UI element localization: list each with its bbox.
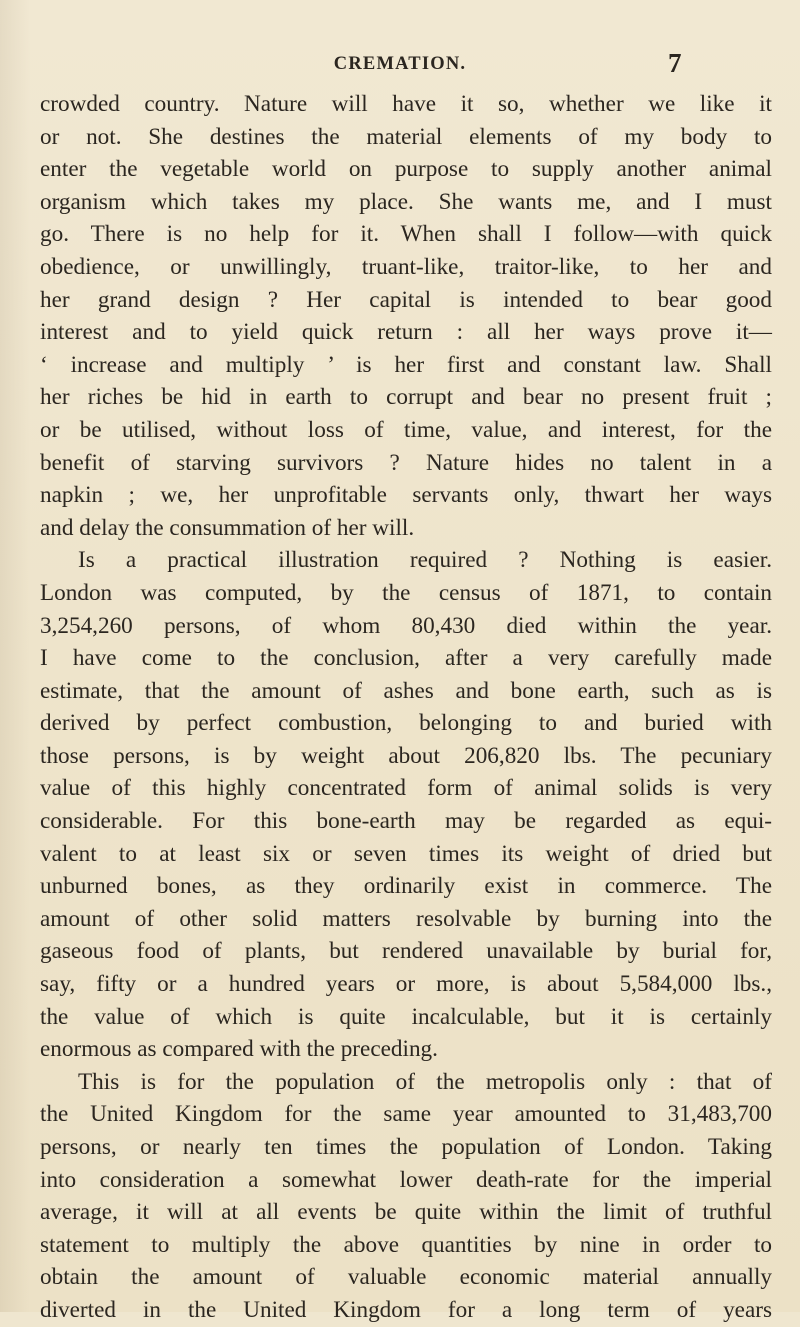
text-line: 3,254,260 persons, of whom 80,430 died within the year. bbox=[40, 612, 772, 639]
text-line: organism which takes my place. She wants me, and I must bbox=[40, 188, 772, 215]
running-head: CREMATION. bbox=[333, 54, 467, 74]
page-header bbox=[0, 48, 800, 80]
text-line: diverted in the United Kingdom for a long term of years bbox=[40, 1296, 772, 1323]
text-line: her riches be hid in earth to corrupt and bear no present fruit ; bbox=[40, 384, 772, 411]
text-line: derived by perfect combustion, belonging to and buried with bbox=[40, 710, 772, 737]
text-line: and delay the consummation of her will. bbox=[40, 514, 415, 541]
text-line: crowded country. Nature will have it so, whether we like it bbox=[40, 91, 772, 117]
text-line: Is a practical illustration required ? Nothing is easier. bbox=[78, 547, 772, 574]
text-line: average, it will at all events be quite within the limit of truthful bbox=[40, 1199, 772, 1226]
text-line: go. There is no help for it. When shall I follow—with quick bbox=[40, 221, 772, 248]
text-line: amount of other solid matters resolvable by burning into the bbox=[40, 905, 772, 932]
text-line: gaseous food of plants, but rendered unavailable by burial for, bbox=[40, 938, 772, 965]
text-line: into consideration a somewhat lower death-rate for the imperial bbox=[40, 1166, 772, 1193]
text-line: London was computed, by the census of 1871, to contain bbox=[40, 579, 772, 606]
text-line: or be utilised, without loss of time, value, and interest, for the bbox=[40, 416, 772, 443]
text-line: interest and to yield quick return : all her ways prove it— bbox=[40, 319, 772, 346]
text-line: persons, or nearly ten times the population of London. Taking bbox=[40, 1134, 772, 1160]
text-line: obedience, or unwillingly, truant-like, traitor-like, to her and bbox=[40, 253, 772, 280]
text-line: enter the vegetable world on purpose to supply another animal bbox=[40, 156, 772, 183]
text-line: the value of which is quite incalculable, but it is certainly bbox=[40, 1003, 772, 1030]
text-line: value of this highly concentrated form of animal solids is very bbox=[40, 775, 772, 802]
text-line: her grand design ? Her capital is intended to bear good bbox=[40, 286, 772, 313]
text-line: obtain the amount of valuable economic material annually bbox=[40, 1264, 772, 1291]
text-line: estimate, that the amount of ashes and bone earth, such as is bbox=[40, 677, 772, 704]
text-line: considerable. For this bone-earth may be regarded as equi- bbox=[40, 808, 772, 835]
text-line: the United Kingdom for the same year amounted to 31,483,700 bbox=[40, 1101, 772, 1128]
text-line: say, fifty or a hundred years or more, is about 5,584,000 lbs., bbox=[40, 971, 772, 998]
text-line: This is for the population of the metropolis only : that of bbox=[78, 1068, 772, 1095]
text-line: napkin ; we, her unprofitable servants only, thwart her ways bbox=[40, 482, 772, 509]
text-line: unburned bones, as they ordinarily exist in commerce. The bbox=[40, 873, 772, 900]
page-number: 7 bbox=[668, 48, 682, 78]
body-text bbox=[40, 88, 772, 1327]
text-line: those persons, is by weight about 206,820 lbs. The pecuniary bbox=[40, 742, 772, 769]
text-line: statement to multiply the above quantities by nine in order to bbox=[40, 1231, 772, 1258]
text-line: benefit of starving survivors ? Nature hides no talent in a bbox=[40, 449, 772, 476]
text-line: ‘ increase and multiply ’ is her first and constant law. Shall bbox=[40, 351, 772, 378]
text-line: enormous as compared with the preceding. bbox=[40, 1036, 438, 1063]
text-line: or not. She destines the material elements of my body to bbox=[40, 123, 772, 150]
text-line: I have come to the conclusion, after a very carefully made bbox=[40, 645, 772, 672]
text-line: valent to at least six or seven times its weight of dried but bbox=[40, 840, 772, 867]
